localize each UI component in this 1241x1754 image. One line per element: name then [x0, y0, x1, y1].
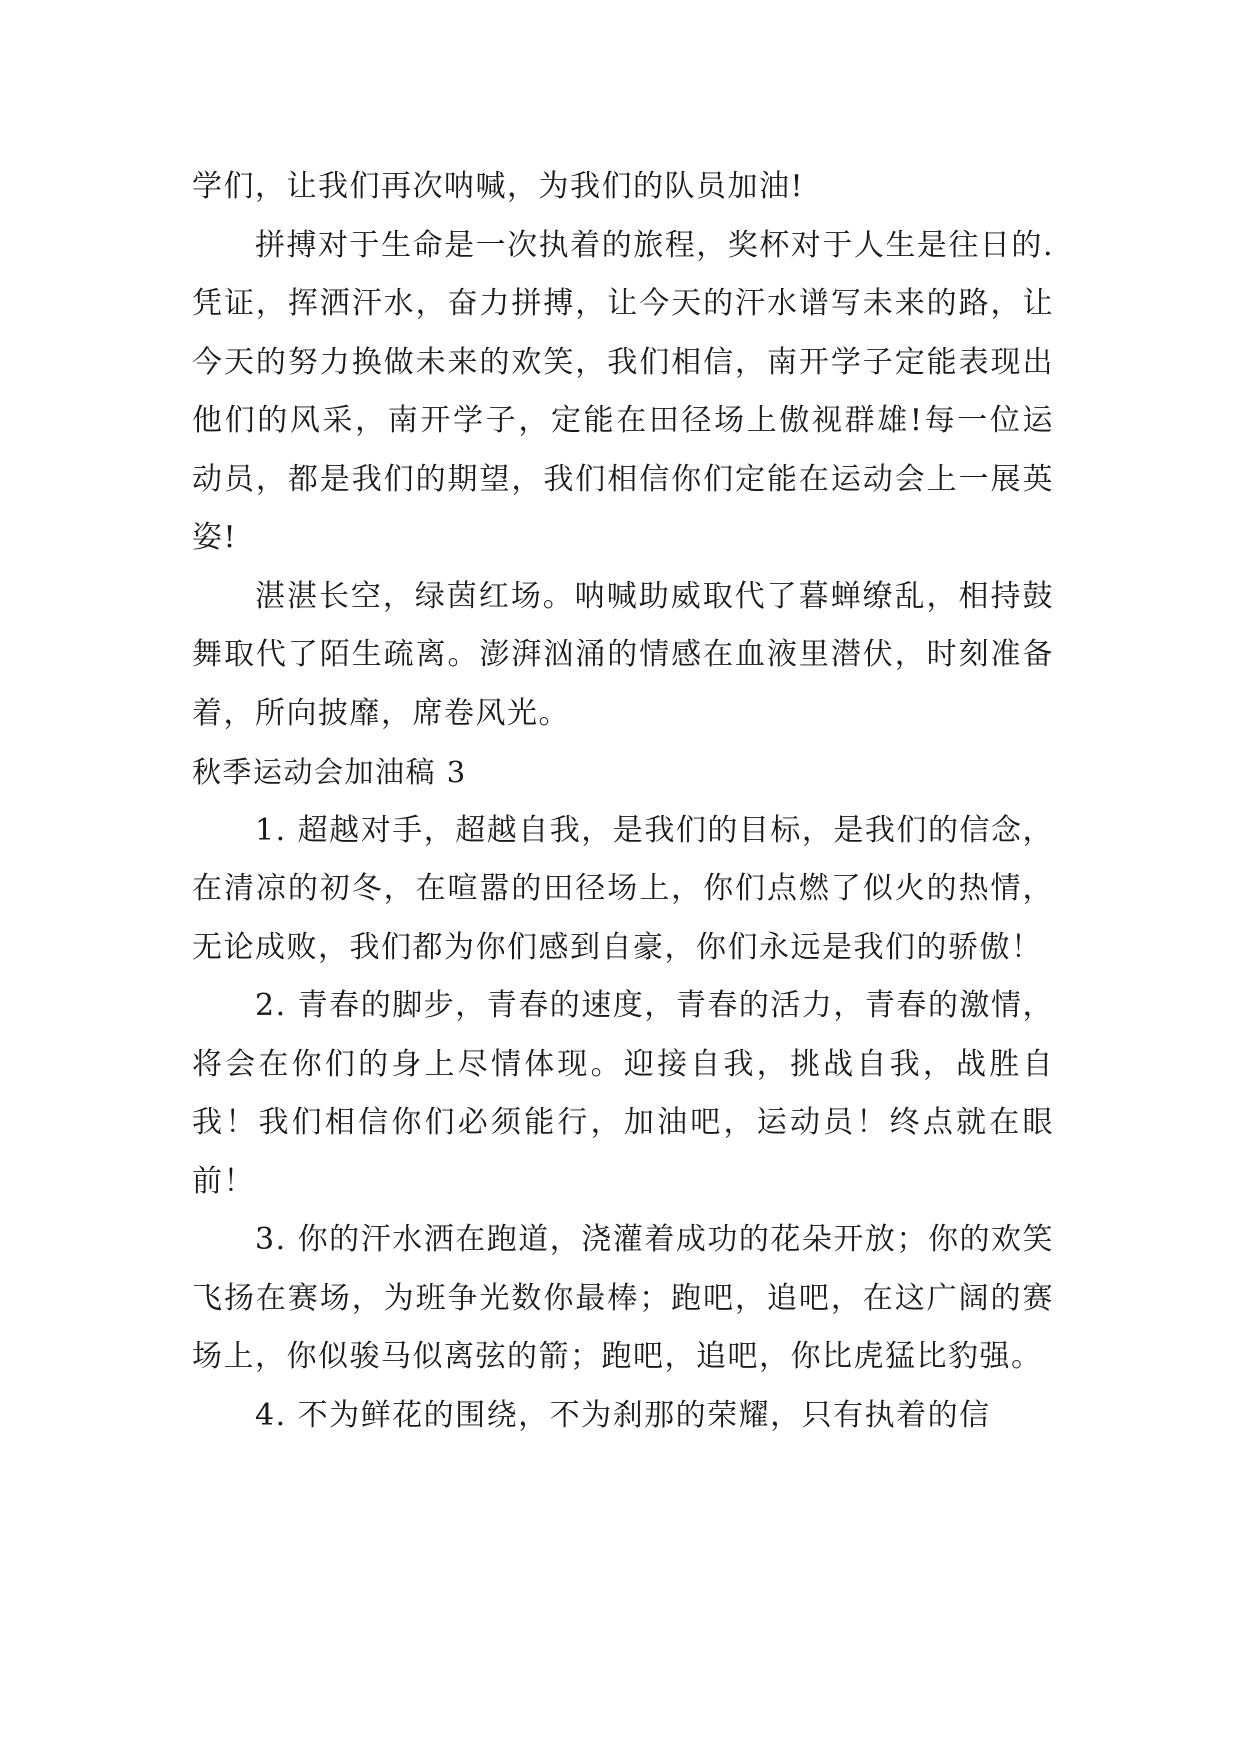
paragraph-item-3: 3. 你的汗水洒在跑道，浇灌着成功的花朵开放；你的欢笑飞扬在赛场，为班争光数你最棒；跑吧，追吧，在这广阔的赛场上，你似骏马似离弦的箭；跑吧，追吧，你比虎猛比豹强。	[192, 1222, 1054, 1374]
paragraph-item-1: 1. 超越对手，超越自我，是我们的目标，是我们的信念，在清凉的初冬，在喧嚣的田径场上，你们点燃了似火的热情，无论成败，我们都为你们感到自豪，你们永远是我们的骄傲！	[192, 812, 1054, 965]
section-heading: 秋季运动会加油稿 3	[192, 755, 467, 789]
paragraph-struggle: 拼搏对于生命是一次执着的旅程，奖杯对于人生是往日的.凭证，挥洒汗水，奋力拼搏，让今天的汗水谱写未来的路，让今天的努力换做未来的欢笑，我们相信，南开学子定能表现出他们的风采，南开学子，定能在田径场上傲视群雄!每一位运动员，都是我们的期望，我们相信你们定能在运动会上一展英姿!	[192, 227, 1054, 555]
paragraph-sky: 湛湛长空，绿茵红场。呐喊助威取代了暮蝉缭乱，相持鼓舞取代了陌生疏离。澎湃汹涌的情感在血液里潜伏，时刻准备着，所向披靡，席卷风光。	[192, 578, 1054, 731]
paragraph-item-4: 4. 不为鲜花的围绕，不为刹那的荣耀，只有执着的信	[255, 1397, 991, 1433]
document-page	[192, 158, 1054, 1445]
paragraph-item-2: 2. 青春的脚步，青春的速度，青春的活力，青春的激情，将会在你们的身上尽情体现。迎接自我，挑战自我，战胜自我！我们相信你们必须能行，加油吧，运动员！终点就在眼前！	[192, 988, 1054, 1199]
paragraph-continuation: 学们，让我们再次呐喊，为我们的队员加油!	[192, 169, 805, 204]
